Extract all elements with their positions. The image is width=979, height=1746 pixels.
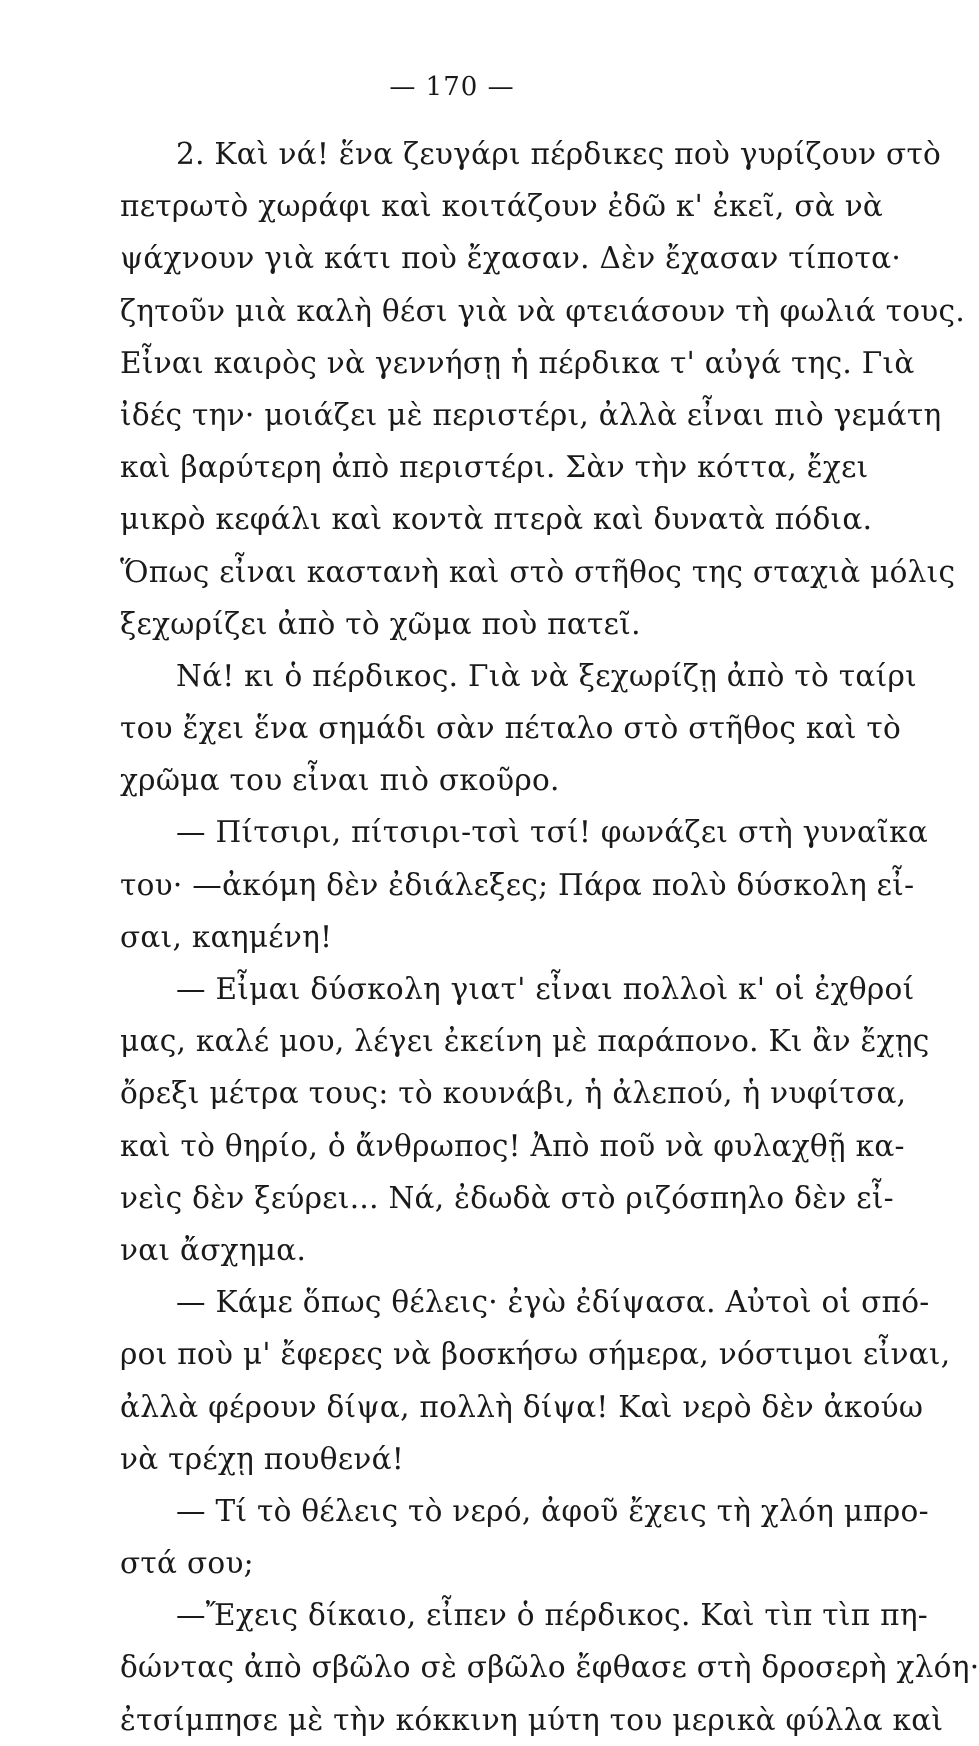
text-line: Εἶναι καιρὸς νὰ γεννήσῃ ἡ πέρδικα τ' αὐγά της. Γιὰ [120,345,915,380]
text-line: ναι ἄσχημα. [120,1232,307,1267]
text-line: ἰδές την· μοιάζει μὲ περιστέρι, ἀλλὰ εἶναι πιὸ γεμάτη [120,397,942,432]
text-line: καὶ τὸ θηρίο, ὁ ἄνθρωπος! Ἀπὸ ποῦ νὰ φυλαχθῇ κα- [120,1128,905,1163]
text-line: μας, καλέ μου, λέγει ἐκείνη μὲ παράπονο. Κι ἂν ἔχῃς [120,1024,930,1059]
text-line: χρῶμα του εἶναι πιὸ σκοῦρο. [120,763,560,798]
text-line: ὄρεξι μέτρα τους: τὸ κουνάβι, ἡ ἀλεπού, ἡ νυφίτσα, [120,1076,907,1111]
page-number: — 170 — [389,72,515,102]
text-line: ἀλλὰ φέρουν δίψα, πολλὴ δίψα! Καὶ νερὸ δὲν ἀκούω [120,1389,924,1424]
text-line: νὰ τρέχῃ πουθενά! [120,1441,405,1476]
text-line: του· —ἀκόμη δὲν ἐδιάλεξες; Πάρα πολὺ δύσκολη εἶ- [120,867,915,902]
text-line: ξεχωρίζει ἀπὸ τὸ χῶμα ποὺ πατεῖ. [120,606,641,641]
text-line: πετρωτὸ χωράφι καὶ κοιτάζουν ἐδῶ κ' ἐκεῖ, σὰ νὰ [120,189,884,224]
text-line: δώντας ἀπὸ σβῶλο σὲ σβῶλο ἔφθασε στὴ δροσερὴ χλόη· [120,1650,979,1685]
text-line: σαι, καημένη! [120,919,333,954]
text-line: — Τί τὸ θέλεις τὸ νερό, ἀφοῦ ἔχεις τὴ χλόη μπρο- [176,1493,929,1528]
text-line: ροι ποὺ μ' ἔφερες νὰ βοσκήσω σήμερα, νόστιμοι εἶναι, [120,1337,951,1372]
text-line: — Εἶμαι δύσκολη γιατ' εἶναι πολλοὶ κ' οἱ ἐχθροί [176,972,915,1006]
text-line: Ὅπως εἶναι καστανὴ καὶ στὸ στῆθος της σταχιὰ μόλις [120,554,956,589]
text-line: —Ἔχεις δίκαιο, εἶπεν ὁ πέρδικος. Καὶ τὶπ τὶπ πη- [176,1598,929,1633]
text-line: ζητοῦν μιὰ καλὴ θέσι γιὰ νὰ φτειάσουν τὴ φωλιά τους. [120,293,966,328]
text-line: 2. Καὶ νά! ἕνα ζευγάρι πέρδικες ποὺ γυρίζουν στὸ [176,137,942,171]
body-text [120,128,979,1746]
text-line: στά σου; [120,1546,254,1581]
text-line: μικρὸ κεφάλι καὶ κοντὰ πτερὰ καὶ δυνατὰ πόδια. [120,502,873,537]
text-line: — Κάμε ὅπως θέλεις· ἐγὼ ἐδίψασα. Αὐτοὶ οἱ σπό- [176,1285,930,1320]
text-line: Νά! κι ὁ πέρδικος. Γιὰ νὰ ξεχωρίζῃ ἀπὸ τὸ ταίρι [176,658,917,693]
text-line: νεὶς δὲν ξεύρει... Νά, ἐδωδὰ στὸ ριζόσπηλο δὲν εἶ- [120,1180,894,1215]
text-line: καὶ βαρύτερη ἀπὸ περιστέρι. Σὰν τὴν κόττα, ἔχει [120,450,869,485]
text-line: ψάχνουν γιὰ κάτι ποὺ ἔχασαν. Δὲν ἔχασαν τίποτα· [120,241,902,276]
text-line: του ἔχει ἕνα σημάδι σὰν πέταλο στὸ στῆθος καὶ τὸ [120,711,902,746]
text-line: — Πίτσιρι, πίτσιρι-τσὶ τσί! φωνάζει στὴ γυναῖκα [176,815,929,850]
text-line: ἐτσίμπησε μὲ τὴν κόκκινη μύτη του μερικὰ φύλλα καὶ [120,1702,944,1737]
